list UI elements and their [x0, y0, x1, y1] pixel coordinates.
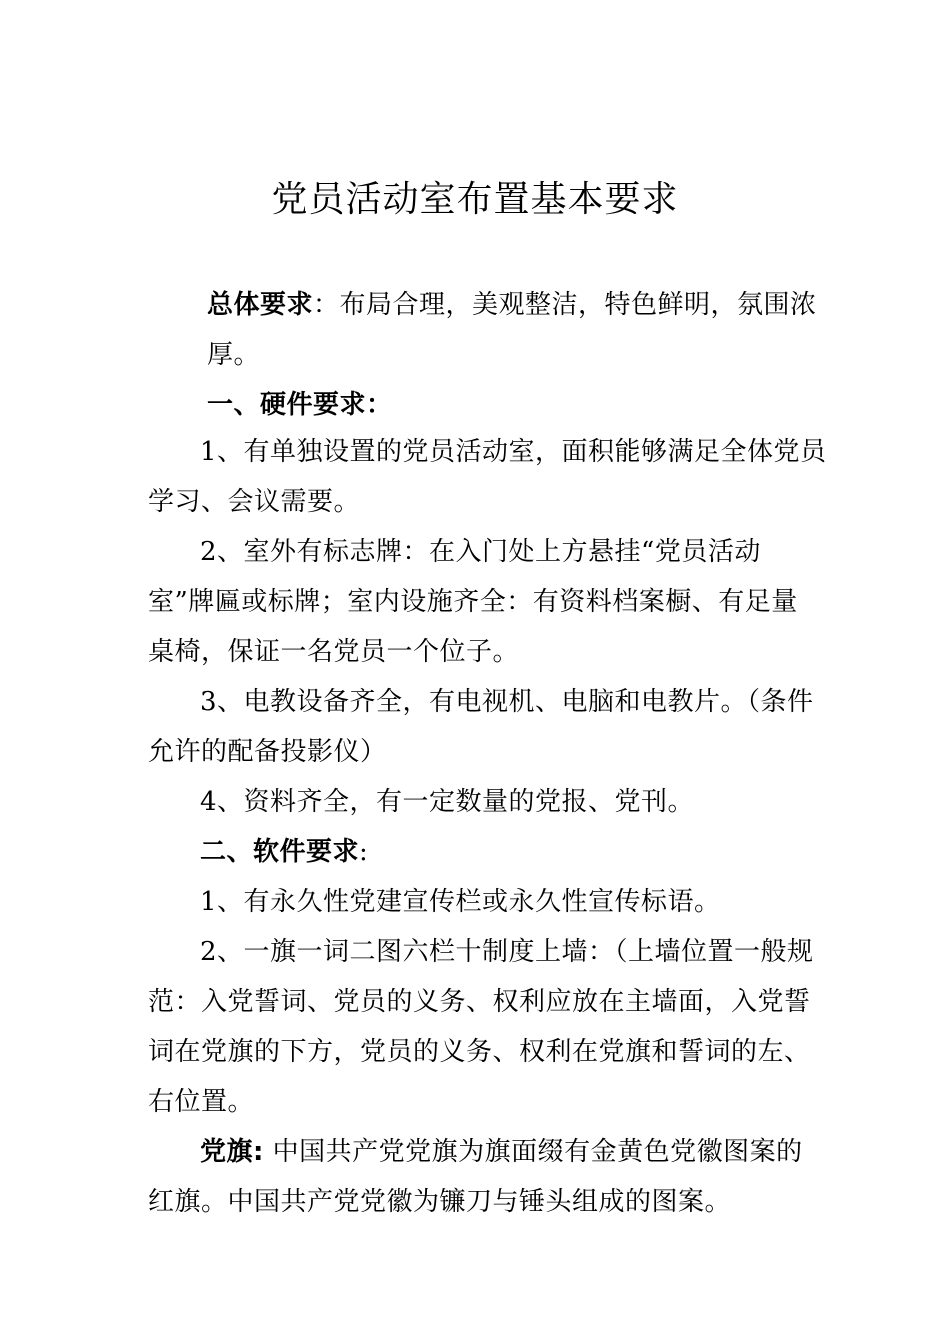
hardware-item-4-line-1: 4、资料齐全，有一定数量的党报、党刊。	[200, 787, 695, 817]
overall-requirement-line-2: 厚。	[207, 340, 261, 370]
software-heading	[200, 827, 368, 877]
software-heading-label: 二、软件要求	[200, 837, 360, 867]
software-item-2-line-4: 右位置。	[148, 1087, 255, 1117]
overall-requirement-text: ：布局合理，美观整洁，特色鲜明，氛围浓	[313, 290, 817, 320]
software-heading-colon: :	[359, 837, 369, 867]
hardware-item-1-line-1: 1、有单独设置的党员活动室，面积能够满足全体党员	[200, 437, 827, 467]
hardware-item-2-line-3: 桌椅，保证一名党员一个位子。	[148, 637, 520, 667]
hardware-heading: 一、硬件要求：	[207, 390, 393, 420]
party-flag-text: 中国共产党党旗为旗面缀有金黄色党徽图案的	[272, 1137, 803, 1167]
software-item-2-line-1: 2、一旗一词二图六栏十制度上墙：（上墙位置一般规	[200, 937, 814, 967]
hardware-item-1-line-2: 学习、会议需要。	[148, 487, 361, 517]
party-flag-label: 党旗:	[200, 1137, 264, 1167]
hardware-item-2-line-1: 2、室外有标志牌：在入门处上方悬挂“党员活动	[200, 537, 761, 567]
overall-requirement-line-1	[207, 280, 817, 330]
page-title: 党员活动室布置基本要求	[271, 179, 679, 220]
software-item-2-line-2: 范：入党誓词、党员的义务、权利应放在主墙面，入党誓	[148, 987, 811, 1017]
hardware-item-2-line-2: 室”牌匾或标牌；室内设施齐全：有资料档案橱、有足量	[148, 587, 798, 617]
party-flag-line-2: 红旗。中国共产党党徽为镰刀与锤头组成的图案。	[148, 1187, 732, 1217]
hardware-item-3-line-1: 3、电教设备齐全，有电视机、电脑和电教片。（条件	[200, 687, 814, 717]
overall-requirement-label: 总体要求	[207, 290, 314, 320]
party-flag-line-1	[200, 1127, 803, 1177]
hardware-item-3-line-2: 允许的配备投影仪）	[148, 737, 387, 767]
software-item-1-line-1: 1、有永久性党建宣传栏或永久性宣传标语。	[200, 887, 721, 917]
software-item-2-line-3: 词在党旗的下方，党员的义务、权利在党旗和誓词的左、	[148, 1037, 811, 1067]
